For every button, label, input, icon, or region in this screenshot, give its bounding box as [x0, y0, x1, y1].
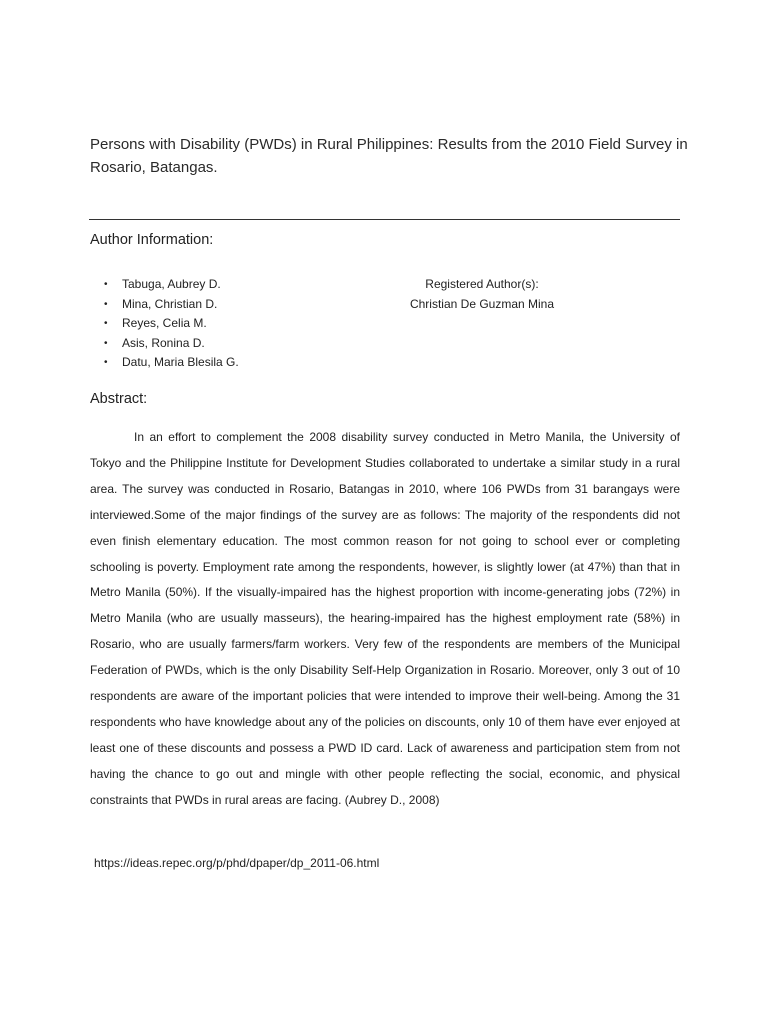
author-name: Mina, Christian D.	[122, 296, 218, 311]
author-name: Asis, Ronina D.	[122, 335, 205, 350]
bullet-icon: •	[104, 357, 108, 369]
bullet-icon: •	[104, 298, 108, 310]
abstract-text: In an effort to complement the 2008 disability survey conducted in Metro Manila, the University of Tokyo and the Philippine Institute for Development Studies collaborated to undertake a similar study in a rural area. The survey was conducted in Rosario, Batangas in 2010, where 106 PWDs from 31 barangays were interviewed.Some of the major findings of the survey are as follows: The majority of the respondents did not even finish elementary education. The most common reason for not going to school ever or completing schooling is poverty. Employment rate among the respondents, however, is slightly lower (at 47%) than that in Metro Manila (50%). If the visually-impaired has the highest proportion with income-generating jobs (72%) in Metro Manila (who are usually masseurs), the hearing-impaired has the highest employment rate (58%) in Rosario, who are usually farmers/farm workers. Very few of the respondents are members of the Municipal Federation of PWDs, which is the only Disability Self-Help Organization in Rosario. Moreover, only 3 out of 10 respondents are aware of the important policies that were intended to improve their well-being. Among the 31 respondents who have knowledge about any of the policies on discounts, only 10 of them have ever enjoyed at least one of these discounts and possess a PWD ID card. Lack of awareness and participation stem from not having the chance to go out and mingle with other people reflecting the social, economic, and physical constraints that PWDs in rural areas are facing. (Aubrey D., 2008)	[90, 430, 680, 807]
author-name: Tabuga, Aubrey D.	[122, 277, 221, 291]
registered-author-name: Christian De Guzman Mina	[409, 296, 555, 311]
bullet-icon: •	[104, 337, 108, 349]
author-name: Reyes, Celia M.	[122, 316, 207, 331]
author-name: Datu, Maria Blesila G.	[122, 355, 239, 370]
author-list	[104, 275, 239, 373]
author-item	[104, 275, 239, 295]
author-item	[104, 334, 239, 354]
author-item	[104, 295, 239, 315]
title-divider	[89, 219, 680, 220]
author-item	[104, 314, 239, 334]
source-url-text: https://ideas.repec.org/p/phd/dpaper/dp_2011-06.html	[94, 856, 380, 870]
registered-authors-label: Registered Author(s):	[425, 277, 539, 291]
bullet-icon: •	[104, 279, 108, 290]
bullet-icon: •	[104, 318, 108, 330]
author-item	[104, 353, 239, 373]
author-info-heading: Author Information:	[90, 232, 214, 248]
document-title: Persons with Disability (PWDs) in Rural Philippines: Results from the 2010 Field Survey in Rosario, Batangas.	[90, 136, 688, 176]
registered-authors	[394, 275, 570, 314]
abstract-heading: Abstract:	[90, 391, 148, 407]
